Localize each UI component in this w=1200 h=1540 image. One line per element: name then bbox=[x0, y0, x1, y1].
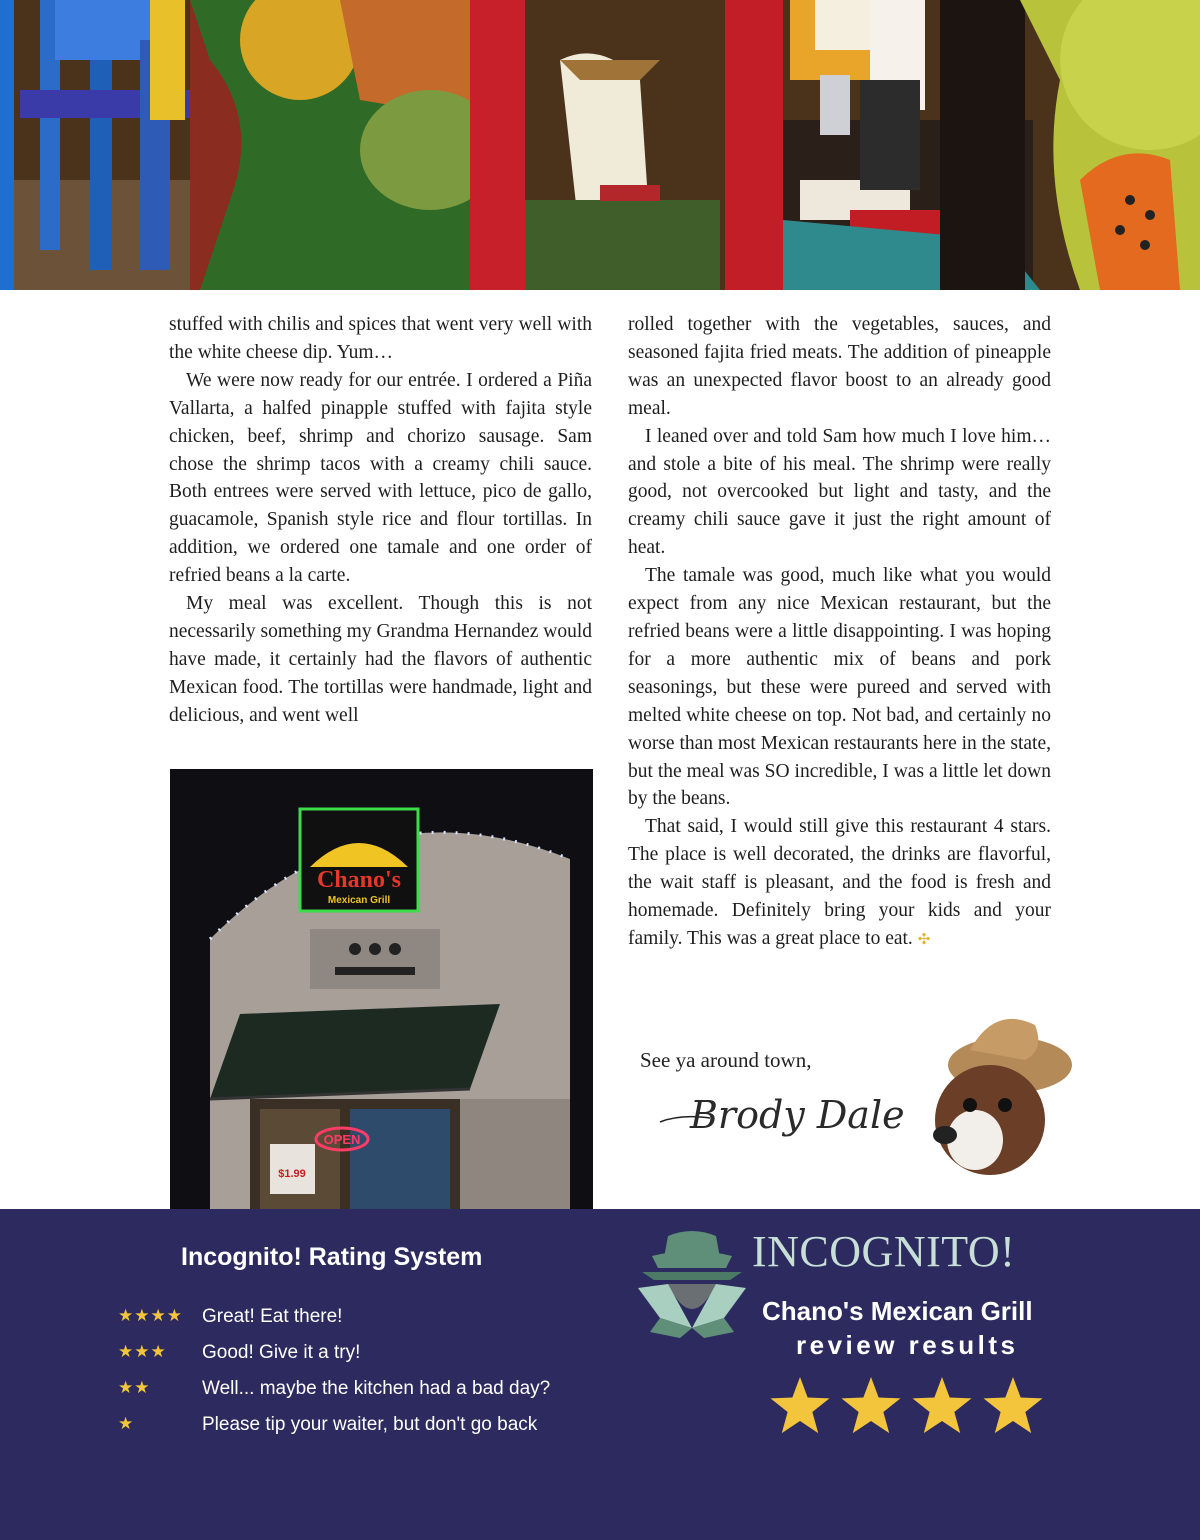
incognito-brand: INCOGNITO! bbox=[752, 1227, 1016, 1276]
paragraph: I leaned over and told Sam how much I love him… and stole a bite of his meal. The shrimp were really good, not overcooked but light and tasty, and the creamy chili sauce gave it just the right amount of heat. bbox=[628, 425, 1051, 559]
paragraph: stuffed with chilis and spices that went very well with the white cheese dip. Yum… bbox=[169, 314, 592, 363]
result-star-icon bbox=[984, 1377, 1043, 1433]
paragraph: My meal was excellent. Though this is not necessarily something my Grandma Hernandez would have made, it certainly had the flavors of authentic Mexican food. The tortillas were handmade, light and delicious, and went well bbox=[169, 593, 592, 726]
rating-system-title: Incognito! Rating System bbox=[181, 1243, 483, 1271]
star-icon: ★★★★ bbox=[118, 1306, 183, 1325]
article-left-column bbox=[169, 311, 592, 730]
rating-label: Please tip your waiter, but don't go back bbox=[202, 1414, 538, 1435]
result-star-icon bbox=[913, 1377, 972, 1433]
result-star-icon bbox=[771, 1377, 830, 1433]
paragraph: rolled together with the vegetables, sauces, and seasoned fajita fried meats. The addition of pineapple was an unexpected flavor boost to an already good meal. bbox=[628, 314, 1051, 419]
restaurant-name: Chano's Mexican Grill bbox=[762, 1296, 1033, 1326]
header-photo bbox=[0, 0, 1200, 290]
paragraph: That said, I would still give this restaurant 4 stars. The place is well decorated, the drinks are flavorful, the wait staff is pleasant, and the food is fresh and homemade. Definitely bring your kids and your family. This was a great place to eat. bbox=[628, 816, 1051, 949]
incognito-spy-logo-icon bbox=[630, 1228, 754, 1338]
signature-text: Brody Dale bbox=[690, 1093, 905, 1137]
article-right-column bbox=[628, 311, 1051, 955]
window-price: $1.99 bbox=[278, 1168, 306, 1180]
dog-avatar bbox=[915, 1010, 1080, 1180]
sign-subtitle: Mexican Grill bbox=[327, 895, 391, 906]
paragraph: The tamale was good, much like what you would expect from any nice Mexican restaurant, but the refried beans were a little disappointing. I was hoping for a more authentic mix of beans and pork seasonings, but these were pureed and served with melted white cheese on top. Not bad, and certainly no worse than most Mexican restaurants here in the state, but the meal was SO incredible, I was a little let down by the beans. bbox=[628, 565, 1051, 810]
result-star-icon bbox=[842, 1377, 901, 1433]
storefront-illustration bbox=[170, 769, 593, 1209]
paragraph: We were now ready for our entrée. I ordered a Piña Vallarta, a halfed pinapple stuffed with fajita style chicken, beef, shrimp and chorizo sausage. Sam chose the shrimp tacos with a creamy chili sauce. Both entrees were served with lettuce, pico de gallo, guacamole, Spanish style rice and flour tortillas. In addition, we ordered one tamale and one order of refried beans a la carte. bbox=[169, 369, 592, 587]
star-icon: ★★★ bbox=[118, 1342, 167, 1361]
rating-label: Well... maybe the kitchen had a bad day? bbox=[202, 1378, 551, 1399]
restaurant-interior-illustration bbox=[0, 0, 1200, 290]
storefront-photo bbox=[170, 769, 593, 1209]
sign-name: Chano's bbox=[316, 867, 402, 893]
result-stars bbox=[770, 1352, 1050, 1462]
star-icon: ★ bbox=[118, 1414, 135, 1433]
rating-label: Good! Give it a try! bbox=[202, 1342, 361, 1363]
rating-label: Great! Eat there! bbox=[202, 1306, 343, 1327]
signature-image bbox=[650, 1080, 920, 1150]
review-results-label: review results bbox=[796, 1330, 1019, 1360]
signoff-text: See ya around town, bbox=[640, 1048, 812, 1072]
star-icon: ★★ bbox=[118, 1378, 151, 1397]
end-mark-icon: ✣ bbox=[917, 931, 931, 948]
open-sign: OPEN bbox=[323, 1132, 361, 1147]
paragraph-final bbox=[628, 813, 1051, 955]
